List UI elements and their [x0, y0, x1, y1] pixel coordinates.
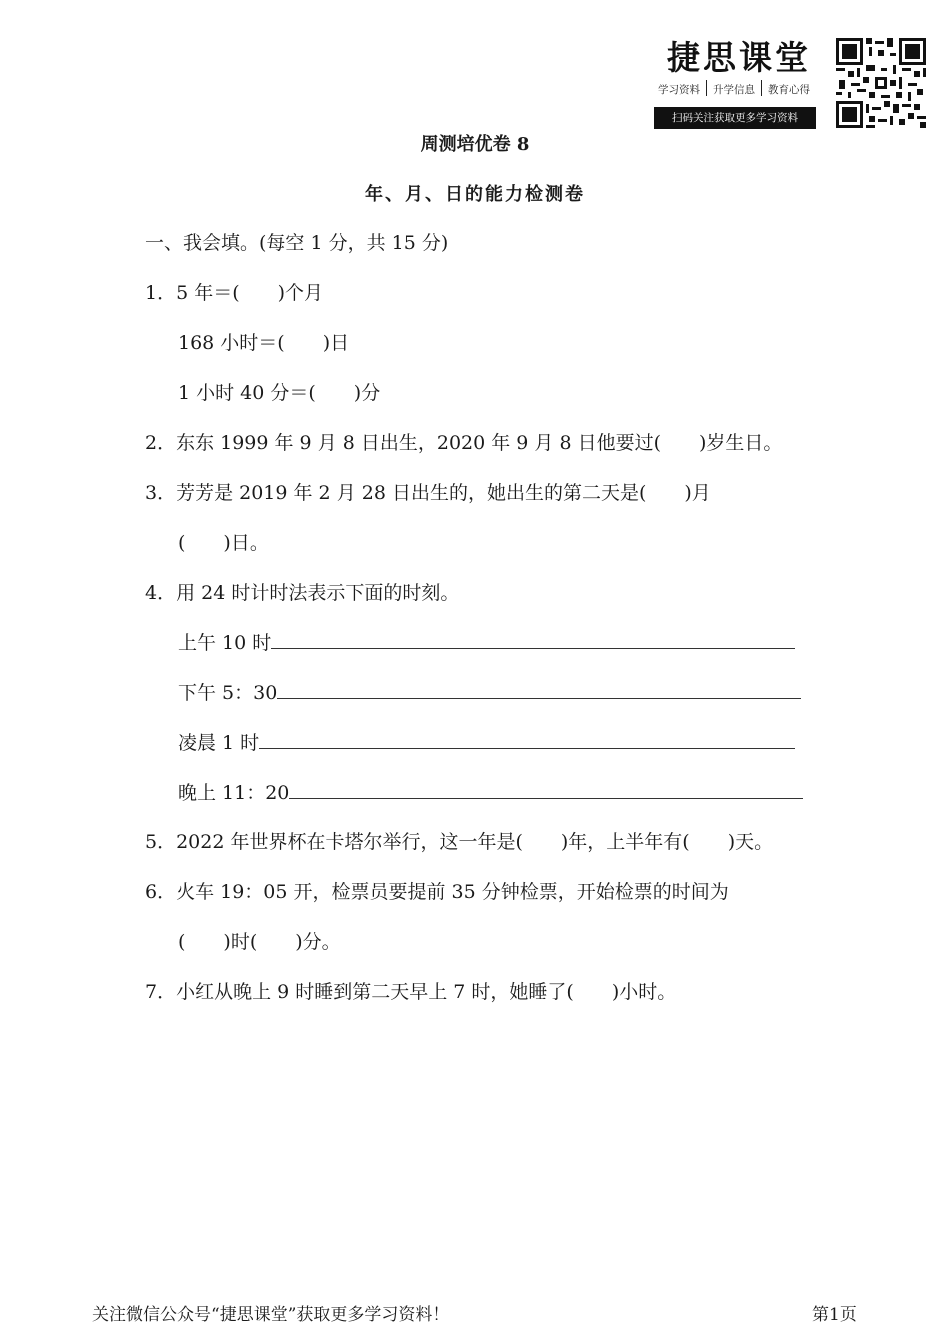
- logo-tag-divider: [761, 80, 762, 96]
- logo-banner: 扫码关注获取更多学习资料: [654, 107, 816, 129]
- paper-title: 周测培优卷 8: [420, 134, 530, 155]
- question-5: 5．2022 年世界杯在卡塔尔举行，这一年是( )年，上半年有( )天。: [145, 831, 774, 853]
- time-label-afternoon: 下午 5：30: [178, 682, 278, 704]
- question-1c: 1 小时 40 分＝( )分: [178, 382, 381, 404]
- question-4a: [178, 628, 795, 655]
- question-4: 4．用 24 时计时法表示下面的时刻。: [145, 582, 460, 604]
- logo-tag-divider: [706, 80, 707, 96]
- question-4b: [178, 678, 801, 705]
- logo-tag-study: 学习资料: [658, 84, 700, 96]
- time-label-dawn: 凌晨 1 时: [178, 732, 260, 754]
- answer-line[interactable]: [277, 680, 801, 699]
- answer-line[interactable]: [289, 780, 803, 799]
- question-1a: 1．5 年＝( )个月: [145, 282, 324, 304]
- footer-notice: 关注微信公众号“捷思课堂”获取更多学习资料！: [92, 1305, 450, 1325]
- answer-line[interactable]: [259, 730, 795, 749]
- question-6b: ( )时( )分。: [178, 931, 341, 953]
- qr-code-icon: [836, 38, 926, 128]
- time-label-morning: 上午 10 时: [178, 632, 272, 654]
- logo-title: 捷思课堂: [667, 38, 811, 77]
- paper-subtitle: 年、月、日的能力检测卷: [365, 184, 585, 205]
- question-4c: [178, 728, 795, 755]
- question-2: 2．东东 1999 年 9 月 8 日出生，2020 年 9 月 8 日他要过( )岁生日。: [145, 432, 783, 454]
- logo-tags: [658, 82, 810, 97]
- question-1b: 168 小时＝( )日: [178, 332, 350, 354]
- logo-tag-admission: 升学信息: [713, 84, 755, 96]
- question-3b: ( )日。: [178, 532, 269, 554]
- page-number: 第1页: [812, 1305, 857, 1325]
- answer-line[interactable]: [271, 630, 795, 649]
- section-heading: 一、我会填。(每空 1 分，共 15 分): [145, 232, 449, 254]
- question-6a: 6．火车 19：05 开，检票员要提前 35 分钟检票，开始检票的时间为: [145, 881, 729, 903]
- time-label-night: 晚上 11：20: [178, 782, 290, 804]
- question-4d: [178, 778, 803, 805]
- logo-tag-education: 教育心得: [768, 84, 810, 96]
- question-7: 7．小红从晚上 9 时睡到第二天早上 7 时，她睡了( )小时。: [145, 981, 677, 1003]
- question-3a: 3．芳芳是 2019 年 2 月 28 日出生的，她出生的第二天是( )月: [145, 482, 711, 504]
